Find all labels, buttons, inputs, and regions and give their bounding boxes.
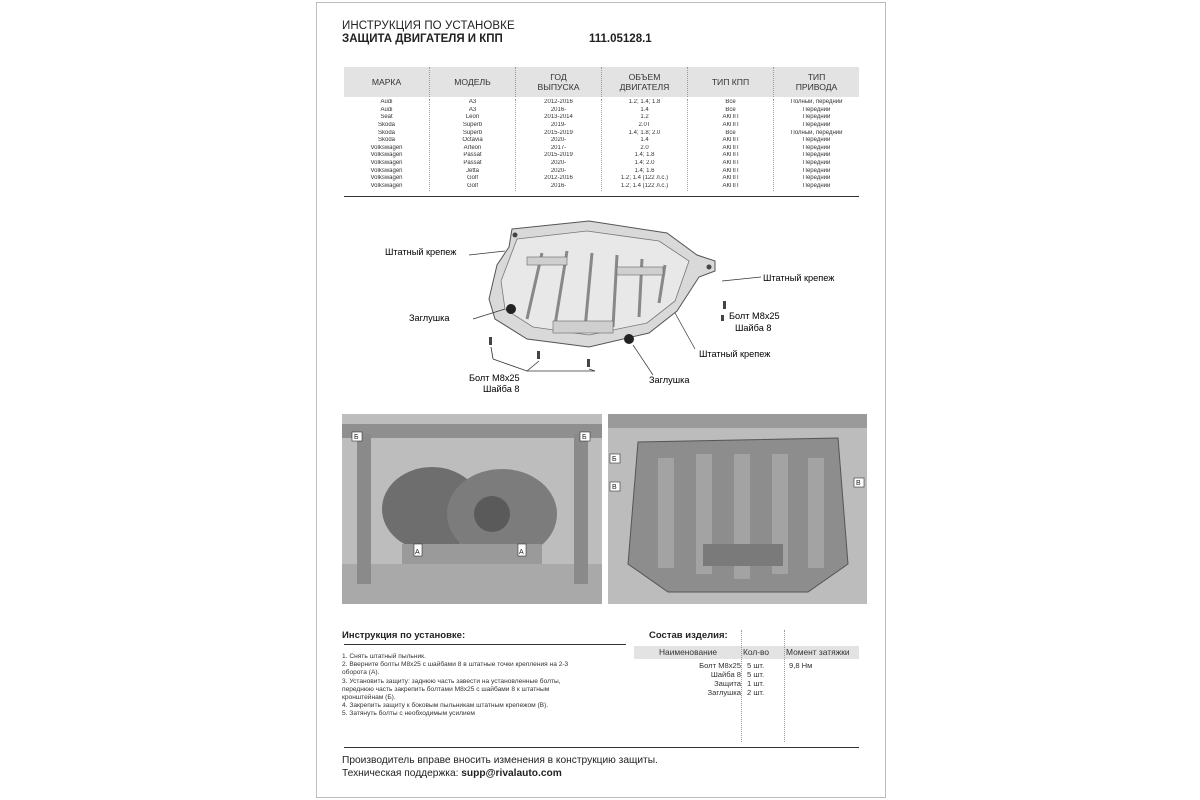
table-cell-gearbox: АКПП bbox=[722, 175, 739, 182]
plug-right-mark bbox=[624, 334, 634, 344]
support-email-link[interactable]: supp@rivalauto.com bbox=[461, 768, 562, 779]
table-cell-make: Volkswagen bbox=[370, 183, 403, 190]
table-cell-engine: 1.4; 1.8; 2.0 bbox=[628, 129, 661, 136]
table-cell-engine: 2.0 bbox=[640, 144, 649, 151]
col-header-make: МАРКА bbox=[344, 67, 430, 97]
table-cell-model: Jetta bbox=[465, 167, 479, 174]
table-cell-drive: Полный, передний bbox=[790, 129, 843, 136]
table-cell-model: Passat bbox=[463, 160, 482, 167]
component-name: Шайба 8 bbox=[710, 670, 741, 679]
table-cell-drive: Передний bbox=[802, 121, 831, 128]
instructions-heading: Инструкция по установке: bbox=[342, 630, 466, 641]
table-cell-engine: 1.2 bbox=[640, 114, 649, 121]
table-cell-year: 2020- bbox=[550, 167, 567, 174]
table-cell-gearbox: АКПП bbox=[722, 137, 739, 144]
skid-plate-diagram bbox=[377, 211, 847, 401]
instruction-step: оборота (А). bbox=[342, 669, 380, 677]
table-cell-engine: 1.4; 2.0 bbox=[634, 160, 655, 167]
table-cell-gearbox: Все bbox=[725, 99, 736, 105]
table-cell-gearbox: АКПП bbox=[722, 121, 739, 128]
divider bbox=[344, 196, 859, 197]
label-bolt-right-1: Болт М8х25 bbox=[729, 311, 780, 321]
table-cell-engine: 1.4; 1.6 bbox=[634, 167, 655, 174]
label-std-mount-1: Штатный крепеж bbox=[385, 247, 457, 257]
table-cell-drive: Передний bbox=[802, 152, 831, 159]
marker-a-1: А bbox=[415, 549, 420, 556]
instruction-step: 4. Закрепить защиту к боковым пыльникам штатным крепежом (В). bbox=[342, 702, 549, 710]
compat-table-header bbox=[344, 67, 859, 97]
marker-b-2: Б bbox=[582, 434, 587, 441]
table-cell-year: 2013-2014 bbox=[544, 114, 573, 121]
component-name: Болт М8х25 bbox=[699, 661, 741, 670]
table-cell-make: Volkswagen bbox=[370, 152, 403, 159]
table-cell-make: Skoda bbox=[377, 129, 395, 136]
label-plug-2: Заглушка bbox=[649, 375, 690, 385]
label-plug-1: Заглушка bbox=[409, 313, 450, 323]
table-cell-model: A3 bbox=[468, 106, 477, 113]
title-line-2: ЗАЩИТА ДВИГАТЕЛЯ И КПП bbox=[342, 33, 503, 45]
table-cell-make: Volkswagen bbox=[370, 144, 403, 151]
table-cell-year: 2020- bbox=[550, 137, 567, 144]
table-cell-model: A3 bbox=[468, 99, 477, 105]
col-model bbox=[430, 99, 516, 191]
col-header-drive: ТИП ПРИВОДА bbox=[795, 72, 838, 92]
table-cell-model: Passat bbox=[463, 152, 482, 159]
component-qty: 2 шт. bbox=[747, 688, 765, 697]
col-engine bbox=[602, 99, 688, 191]
table-cell-model: Octavia bbox=[462, 137, 483, 144]
table-cell-engine: 1.4 bbox=[640, 137, 649, 144]
table-cell-year: 2020- bbox=[550, 160, 567, 167]
table-cell-year: 2019- bbox=[550, 121, 567, 128]
installation-photos bbox=[342, 414, 867, 604]
table-cell-engine: 2.0T bbox=[638, 121, 651, 128]
instruction-step: 2. Вверните болты М8х25 с шайбами 8 в штатные точки крепления на 2-3 bbox=[342, 661, 569, 669]
table-cell-engine: 1.4; 1.8 bbox=[634, 152, 655, 159]
component-row bbox=[634, 670, 859, 679]
col-drive bbox=[774, 99, 859, 191]
instruction-step: кронштейнам (Б). bbox=[342, 694, 396, 702]
table-cell-gearbox: Все bbox=[725, 129, 736, 136]
components-header bbox=[634, 646, 859, 659]
table-cell-year: 2012-2016 bbox=[544, 99, 573, 105]
instruction-step: 5. Затянуть болты с необходимым усилием bbox=[342, 710, 475, 718]
instruction-step: переднюю часть закрепить болтами М8х25 с шайбами 8 к штатным bbox=[342, 685, 550, 693]
table-cell-model: Golf bbox=[466, 175, 478, 182]
component-qty: 1 шт. bbox=[747, 679, 765, 688]
table-cell-drive: Передний bbox=[802, 106, 831, 113]
plug-left-mark bbox=[506, 304, 516, 314]
label-bolt-left-2: Шайба 8 bbox=[483, 384, 520, 394]
table-cell-drive: Передний bbox=[802, 183, 831, 190]
table-cell-model: Arteon bbox=[463, 144, 482, 151]
components-body bbox=[634, 661, 859, 697]
col-name-header: Наименование bbox=[659, 647, 718, 657]
component-row bbox=[634, 688, 859, 697]
component-row bbox=[634, 679, 859, 688]
table-cell-gearbox: Все bbox=[725, 106, 736, 113]
label-bolt-right-2: Шайба 8 bbox=[735, 323, 772, 333]
photo-engine-underside bbox=[342, 414, 602, 604]
col-qty-header: Кол-во bbox=[743, 647, 770, 657]
component-name: Защита bbox=[714, 679, 741, 688]
table-cell-year: 2017- bbox=[550, 144, 567, 151]
label-std-mount-2: Штатный крепеж bbox=[763, 273, 835, 283]
marker-v-2: В bbox=[856, 480, 861, 487]
table-cell-model: Superb bbox=[462, 121, 483, 128]
table-cell-drive: Передний bbox=[802, 160, 831, 167]
instruction-steps bbox=[342, 653, 614, 719]
table-cell-make: Audi bbox=[380, 99, 393, 105]
support-label: Техническая поддержка: bbox=[342, 768, 462, 779]
table-cell-engine: 1.4 bbox=[640, 106, 649, 113]
footer-notice: Производитель вправе вносить изменения в конструкцию защиты. bbox=[342, 755, 658, 766]
marker-a-2: А bbox=[519, 549, 524, 556]
components-heading: Состав изделия: bbox=[649, 630, 728, 641]
col-year bbox=[516, 99, 602, 191]
skid-plate-drawing bbox=[489, 221, 715, 347]
table-cell-make: Volkswagen bbox=[370, 160, 403, 167]
table-cell-gearbox: АКПП bbox=[722, 144, 739, 151]
title-line-1: ИНСТРУКЦИЯ ПО УСТАНОВКЕ bbox=[342, 20, 515, 32]
table-cell-make: Volkswagen bbox=[370, 167, 403, 174]
table-cell-gearbox: АКПП bbox=[722, 183, 739, 190]
component-torque: 9,8 Нм bbox=[789, 661, 813, 670]
col-header-model: МОДЕЛЬ bbox=[430, 67, 516, 97]
photo-plate-installed bbox=[608, 414, 867, 604]
table-cell-drive: Полный, передний bbox=[790, 99, 843, 105]
component-qty: 5 шт. bbox=[747, 661, 765, 670]
instruction-step: 1. Снять штатный пыльник. bbox=[342, 653, 426, 660]
table-cell-gearbox: АКПП bbox=[722, 160, 739, 167]
table-cell-make: Volkswagen bbox=[370, 175, 403, 182]
instruction-step: 3. Установить защиту: заднюю часть завести на установленные болты, bbox=[342, 677, 561, 685]
label-bolt-left-1: Болт М8х25 bbox=[469, 373, 520, 383]
instruction-sheet bbox=[316, 2, 886, 798]
table-cell-make: Seat bbox=[380, 114, 393, 121]
table-cell-model: Superb bbox=[462, 129, 483, 136]
col-header-year: ГОД ВЫПУСКА bbox=[516, 67, 602, 97]
table-cell-year: 2016- bbox=[550, 106, 567, 113]
table-cell-drive: Передний bbox=[802, 144, 831, 151]
compat-table-body bbox=[344, 99, 859, 191]
col-torque-header: Момент затяжки bbox=[786, 647, 850, 657]
table-cell-model: Golf bbox=[466, 183, 478, 190]
table-cell-model: Leon bbox=[465, 114, 480, 121]
col-make bbox=[344, 99, 430, 191]
table-cell-year: 2012-2016 bbox=[544, 175, 573, 182]
col-gearbox bbox=[688, 99, 774, 191]
footer-support bbox=[342, 768, 562, 779]
part-number: 111.05128.1 bbox=[589, 33, 652, 45]
table-cell-make: Skoda bbox=[377, 137, 395, 144]
table-cell-drive: Передний bbox=[802, 137, 831, 144]
marker-b-3: Б bbox=[612, 456, 617, 463]
col-header-engine: ОБЪЕМ ДВИГАТЕЛЯ bbox=[602, 67, 688, 97]
col-header-gearbox: ТИП КПП bbox=[688, 67, 774, 97]
table-cell-year: 2016- bbox=[550, 183, 567, 190]
footer-rule bbox=[344, 747, 859, 748]
table-cell-engine: 1.2; 1.4 (122 л.с.) bbox=[620, 183, 669, 190]
table-cell-year: 2015-2019 bbox=[544, 129, 573, 136]
table-cell-drive: Передний bbox=[802, 167, 831, 174]
table-cell-engine: 1.2; 1.4; 1.8 bbox=[628, 99, 661, 105]
component-row bbox=[634, 661, 859, 670]
marker-v-1: В bbox=[612, 484, 617, 491]
table-cell-gearbox: АКПП bbox=[722, 152, 739, 159]
label-std-mount-3: Штатный крепеж bbox=[699, 349, 771, 359]
component-name: Заглушка bbox=[707, 688, 741, 697]
marker-b-1: Б bbox=[354, 434, 359, 441]
table-cell-year: 2015-2019 bbox=[544, 152, 573, 159]
table-cell-make: Audi bbox=[380, 106, 393, 113]
table-cell-make: Skoda bbox=[377, 121, 395, 128]
component-qty: 5 шт. bbox=[747, 670, 765, 679]
table-cell-engine: 1.2; 1.4 (122 л.с.) bbox=[620, 175, 669, 182]
table-cell-gearbox: АКПП bbox=[722, 167, 739, 174]
table-cell-drive: Передний bbox=[802, 175, 831, 182]
instructions-rule bbox=[344, 644, 626, 645]
table-cell-gearbox: АКПП bbox=[722, 114, 739, 121]
table-cell-drive: Передний bbox=[802, 114, 831, 121]
